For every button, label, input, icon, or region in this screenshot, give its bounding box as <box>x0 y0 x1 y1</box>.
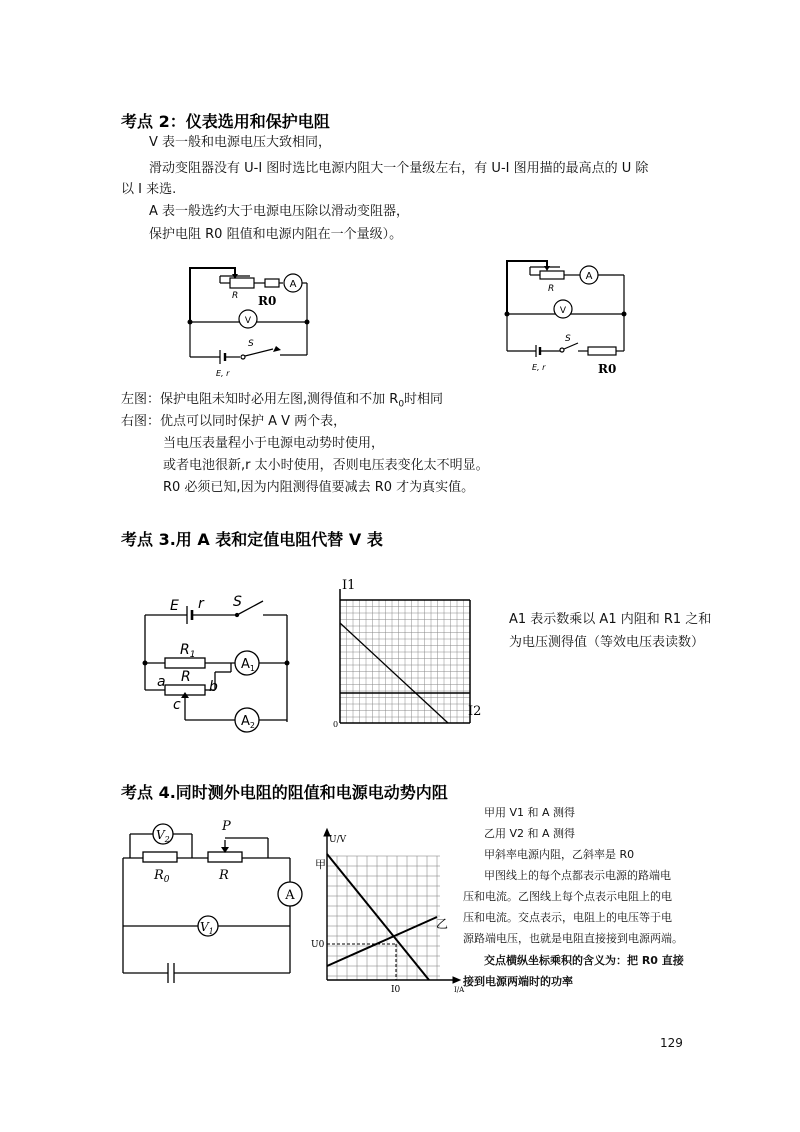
section4-circuit-diagram <box>118 818 310 996</box>
section3-rheostat-label: R <box>181 669 191 685</box>
section2-note-5: R0 必须已知,因为内阻测得值要减去 R0 才为真实值。 <box>163 480 475 495</box>
section3-e-label: E <box>170 598 179 614</box>
section3-c-label: c <box>173 697 181 713</box>
section4-graph-x-label: I/A <box>454 986 465 994</box>
left-circuit-r-label: R <box>232 291 239 301</box>
left-circuit-battery-label: E, r <box>216 369 230 378</box>
section3-desc-2: 为电压测得值（等效电压表读数） <box>509 635 705 650</box>
right-circuit-ammeter-label: A <box>585 271 593 282</box>
section4-ammeter-label: A <box>285 888 295 903</box>
section2-line-5: 保护电阻 R0 阻值和电源内阻在一个量级）。 <box>149 227 403 242</box>
section4-bold-line-1: 交点横纵坐标乘积的含义为：把 R0 直接 <box>484 954 684 967</box>
section4-graph-yi-label: 乙 <box>436 917 449 931</box>
section4-line-3: 甲斜率电源内阻，乙斜率是 R0 <box>484 848 635 861</box>
section2-line-1: V 表一般和电源电压大致相同， <box>149 135 332 150</box>
left-circuit-voltmeter-label: V <box>244 316 252 326</box>
section2-line-2: 滑动变阻器没有 U-I 图时选比电源内阻大一个量级左右，有 U-I 图用描的最高点的 U 除 <box>149 161 649 176</box>
right-circuit-battery-label: E, r <box>532 363 546 372</box>
section3-i1-i2-graph <box>330 575 490 730</box>
right-circuit-diagram <box>500 255 635 380</box>
section3-graph-x-label: I2 <box>468 704 482 719</box>
section4-line-1: 甲用 V1 和 A 测得 <box>484 806 576 819</box>
section3-r1-label: $R_1$ <box>180 642 196 660</box>
section4-line-6: 压和电流。交点表示，电阻上的电压等于电 <box>463 911 672 924</box>
section3-desc-1: A1 表示数乘以 A1 内阻和 R1 之和 <box>509 612 712 627</box>
section4-r-label: R <box>219 868 229 883</box>
section4-graph-i0-label: I0 <box>391 985 401 994</box>
section2-note-right: 右图：优点可以同时保护 A V 两个表， <box>121 414 347 429</box>
section4-line-4: 甲图线上的每个点都表示电源的路端电 <box>484 869 671 882</box>
section4-graph-y-label: U/V <box>329 835 347 845</box>
section3-s-label: S <box>233 594 242 610</box>
right-circuit-r-label: R <box>548 284 555 294</box>
right-circuit-switch-label: S <box>565 334 571 344</box>
section4-ui-graph <box>300 826 465 994</box>
section4-v2-label: $V_2$ <box>156 828 170 844</box>
page-number: 129 <box>660 1036 683 1050</box>
section3-graph-y-label: I1 <box>342 578 356 593</box>
section2-note-left: 左图：保护电阻未知时必用左图,测得值和不加 $R_0$时相同 <box>121 392 444 410</box>
section3-b-label: b <box>209 679 218 695</box>
section4-r0-label: $R_0$ <box>154 868 170 885</box>
right-circuit-r0-label: R0 <box>598 362 617 376</box>
section2-note-4: 或者电池很新,r 太小时使用，否则电压表变化太不明显。 <box>163 458 489 473</box>
section4-v1-label: $V_1$ <box>200 920 214 936</box>
section4-bold-line-2: 接到电源两端时的功率 <box>463 975 573 988</box>
section3-graph-origin: 0 <box>333 720 339 729</box>
section4-graph-u0-label: U0 <box>311 940 325 950</box>
section3-heading: 考点 3.用 A 表和定值电阻代替 V 表 <box>121 530 383 549</box>
section4-line-5: 压和电流。乙图线上每个点表示电阻上的电 <box>463 890 672 903</box>
section3-r-label: r <box>198 596 204 612</box>
section3-circuit-diagram <box>135 590 300 740</box>
section3-a1-label: $A_1$ <box>241 657 255 673</box>
section2-note-3: 当电压表量程小于电源电动势时使用， <box>163 436 385 451</box>
right-circuit-voltmeter-label: V <box>559 306 567 316</box>
section2-line-3: 以 I 来选. <box>121 182 177 197</box>
section4-line-7: 源路端电压，也就是电阻直接接到电源两端。 <box>463 932 683 945</box>
section2-line-4: A 表一般选约大于电源电压除以滑动变阻器， <box>149 204 410 219</box>
section4-p-label: P <box>222 819 231 834</box>
left-circuit-switch-label: S <box>248 339 254 349</box>
left-circuit-r0-label: R0 <box>258 294 277 308</box>
section3-a-label: a <box>157 674 166 690</box>
left-circuit-diagram <box>180 262 315 382</box>
section4-line-2: 乙用 V2 和 A 测得 <box>484 827 576 840</box>
section2-heading: 考点 2：仪表选用和保护电阻 <box>121 112 330 131</box>
section4-heading: 考点 4.同时测外电阻的阻值和电源电动势内阻 <box>121 783 448 802</box>
section4-graph-jia-label: 甲 <box>315 858 326 871</box>
section3-a2-label: $A_2$ <box>241 714 255 730</box>
left-circuit-ammeter-label: A <box>289 279 297 290</box>
